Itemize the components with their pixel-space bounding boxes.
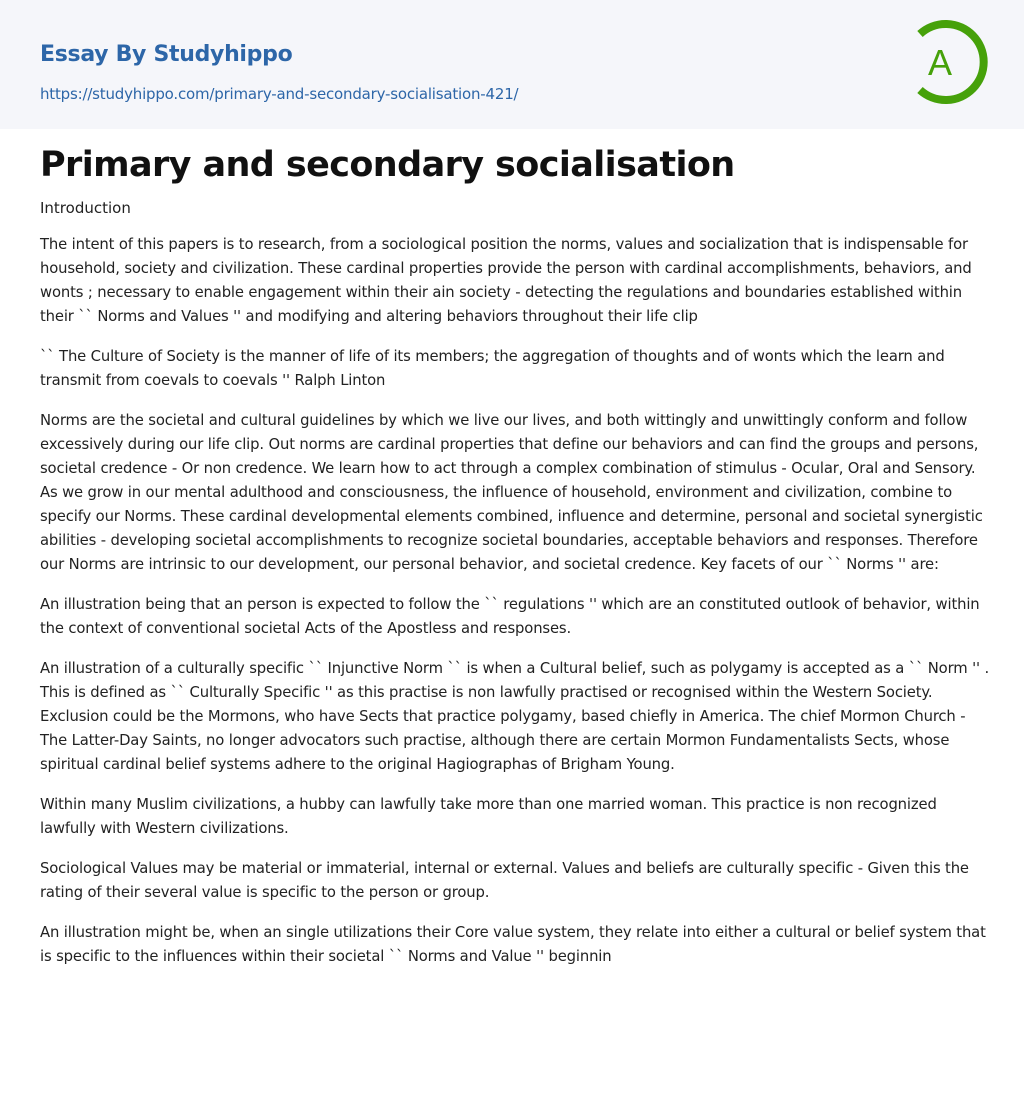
paragraph: The intent of this papers is to research, from a sociological position the norms, values and socialization that is indispensable for household, society and civilization. These cardinal properties provide the person with cardinal accomplishments, behaviors, and wonts ; necessary to enable engagement within their ain society - detecting the regulations and boundaries established within their `` Norms and Values '' and modifying and altering behaviors throughout their life clip	[40, 236, 972, 325]
svg-text:A: A	[927, 42, 953, 83]
paragraph: Sociological Values may be material or immaterial, internal or external. Values and beliefs are culturally specific - Given this the rating of their several value is specific to the person or group.	[40, 860, 969, 901]
page-title: Primary and secondary socialisation	[40, 145, 735, 185]
essay-url-link[interactable]: https://studyhippo.com/primary-and-secondary-socialisation-421/	[40, 85, 519, 103]
paragraph: An illustration of a culturally specific `` Injunctive Norm `` is when a Cultural belief, such as polygamy is accepted as a `` Norm '' . This is defined as `` Culturally Specific '' as this practise is non lawfully practised or recognised within the Western Society. Exclusion could be the Mormons, who have Sects that practice polygamy, based chiefly in America. The chief Mormon Church - The Latter-Day Saints, no longer advocators such practise, although there are certain Mormon Fundamentalists Sects, whose spiritual cardinal belief systems adhere to the original Hagiographas of Brigham Young.	[40, 660, 990, 773]
paragraph: Norms are the societal and cultural guidelines by which we live our lives, and both wittingly and unwittingly conform and follow excessively during our life clip. Out norms are cardinal properties that define our behaviors and can find the groups and persons, societal credence - Or non credence. We learn how to act through a complex combination of stimulus - Ocular, Oral and Sensory. As we grow in our mental adulthood and consciousness, the influence of household, environment and civilization, combine to specify our Norms. These cardinal developmental elements combined, influence and determine, personal and societal synergistic abilities - developing societal accomplishments to recognize societal boundaries, acceptable behaviors and responses. Therefore our Norms are intrinsic to our development, our personal behavior, and societal credence. Key facets of our `` Norms '' are:	[40, 412, 983, 573]
site-header	[0, 0, 1024, 129]
site-brand[interactable]: Essay By Studyhippo	[40, 42, 293, 67]
studyhippo-logo-icon[interactable]	[906, 18, 990, 106]
article-body	[40, 233, 990, 985]
paragraph: An illustration being that an person is expected to follow the `` regulations '' which are an constituted outlook of behavior, within the context of conventional societal Acts of the Apostless and responses.	[40, 596, 980, 637]
paragraph: An illustration might be, when an single utilizations their Core value system, they relate into either a cultural or belief system that is specific to the influences within their societal `` Norms and Value '' beginnin	[40, 924, 986, 965]
section-heading-introduction: Introduction	[40, 199, 131, 217]
paragraph: Within many Muslim civilizations, a hubby can lawfully take more than one married woman. This practice is non recognized lawfully with Western civilizations.	[40, 796, 937, 837]
paragraph: `` The Culture of Society is the manner of life of its members; the aggregation of thoughts and of wonts which the learn and transmit from coevals to coevals '' Ralph Linton	[40, 348, 945, 389]
